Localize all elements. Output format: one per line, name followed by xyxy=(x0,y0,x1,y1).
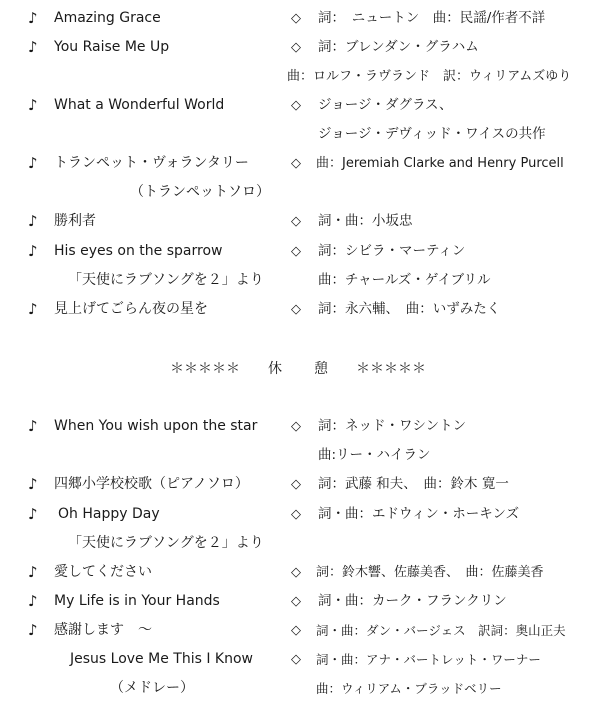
program-item-continued xyxy=(0,441,601,470)
program-item xyxy=(0,587,601,616)
music-note-icon: ♪ xyxy=(28,242,38,260)
song-credit: 曲：チャールズ・ゲイブリル xyxy=(318,272,491,288)
music-note-icon: ♪ xyxy=(28,154,38,172)
diamond-icon: ◇ xyxy=(291,594,301,609)
song-title: 感謝します ～ xyxy=(54,622,152,638)
song-credit: ジョージ・ダグラス、 xyxy=(318,97,453,113)
song-subtitle: Jesus Love Me This I Know xyxy=(70,651,253,667)
diamond-icon: ◇ xyxy=(291,156,301,171)
music-note-icon: ♪ xyxy=(28,212,38,230)
program-item xyxy=(0,33,601,62)
song-credit: 詞・曲：エドウィン・ホーキンズ xyxy=(318,506,520,522)
program-item xyxy=(0,500,601,529)
intermission-word: 憩 xyxy=(314,361,328,377)
music-note-icon: ♪ xyxy=(28,300,38,318)
song-title: 愛してください xyxy=(54,564,152,580)
song-credit: 詞・曲：カーク・フランクリン xyxy=(318,593,507,609)
song-title: Oh Happy Day xyxy=(58,506,160,522)
song-credit: 詞・曲：ダン・バージェス 訳詞：奥山正夫 xyxy=(316,623,566,638)
program-item-continued xyxy=(0,529,601,558)
song-title: Amazing Grace xyxy=(54,10,161,26)
music-note-icon: ♪ xyxy=(28,505,38,523)
song-credit: 詞：シビラ・マーティン xyxy=(318,243,466,259)
diamond-icon: ◇ xyxy=(291,40,301,55)
program-item xyxy=(0,207,601,236)
program-item-continued xyxy=(0,120,601,149)
song-credit: ジョージ・デヴィッド・ワイスの共作 xyxy=(318,126,546,142)
song-credit: 詞：永六輔、 曲：いずみたく xyxy=(318,301,501,317)
program-item-continued xyxy=(0,178,601,207)
diamond-icon: ◇ xyxy=(291,477,301,492)
song-credit: 曲:リー・ハイラン xyxy=(318,447,431,463)
music-note-icon: ♪ xyxy=(28,96,38,114)
diamond-icon: ◇ xyxy=(291,244,301,259)
program-item xyxy=(0,91,601,120)
diamond-icon: ◇ xyxy=(291,623,301,638)
music-note-icon: ♪ xyxy=(28,38,38,56)
program-item xyxy=(0,470,601,499)
program-item-continued xyxy=(0,62,601,91)
music-note-icon: ♪ xyxy=(28,9,38,27)
song-credit: 詞：ブレンダン・グラハム xyxy=(318,39,479,55)
music-note-icon: ♪ xyxy=(28,592,38,610)
intermission-divider xyxy=(0,355,601,384)
diamond-icon: ◇ xyxy=(291,565,301,580)
program-item xyxy=(0,4,601,33)
diamond-icon: ◇ xyxy=(291,214,301,229)
program-item-continued xyxy=(0,645,601,674)
program-item xyxy=(0,149,601,178)
song-credit: 詞・曲：アナ・バートレット・ワーナー xyxy=(316,652,541,667)
song-title: What a Wonderful World xyxy=(54,97,225,113)
program-item xyxy=(0,558,601,587)
song-credit: 詞・曲：小坂忠 xyxy=(318,213,413,229)
song-credit: 詞： ニュートン 曲：民謡/作者不詳 xyxy=(318,10,546,26)
song-title: When You wish upon the star xyxy=(54,418,258,434)
program-item xyxy=(0,237,601,266)
stars-left: ＊＊＊＊＊ xyxy=(170,361,240,377)
music-note-icon: ♪ xyxy=(28,621,38,639)
diamond-icon: ◇ xyxy=(291,652,301,667)
song-title: トランペット・ヴォランタリー xyxy=(54,155,249,171)
stars-right: ＊＊＊＊＊ xyxy=(356,361,426,377)
diamond-icon: ◇ xyxy=(291,419,301,434)
diamond-icon: ◇ xyxy=(291,507,301,522)
diamond-icon: ◇ xyxy=(291,98,301,113)
program-item xyxy=(0,295,601,324)
music-note-icon: ♪ xyxy=(28,563,38,581)
program-item-continued xyxy=(0,674,601,703)
song-credit: 曲：Jeremiah Clarke and Henry Purcell xyxy=(316,156,564,171)
program-item xyxy=(0,616,601,645)
intermission-word: 休 xyxy=(268,361,282,377)
song-title: My Life is in Your Hands xyxy=(54,593,220,609)
song-credit: 詞：武藤 和夫、 曲：鈴木 寛一 xyxy=(318,476,509,492)
song-credit: 詞：ネッド・ワシントン xyxy=(318,418,467,434)
diamond-icon: ◇ xyxy=(291,11,301,26)
program-item-continued xyxy=(0,266,601,295)
song-credit: 詞：鈴木響、佐藤美香、 曲：佐藤美香 xyxy=(316,565,544,580)
music-note-icon: ♪ xyxy=(28,475,38,493)
song-credit: 曲：ウィリアム・ブラッドベリー xyxy=(316,681,502,696)
song-subtitle: 「天使にラブソングを２」より xyxy=(68,535,264,551)
song-title: 見上げてごらん夜の星を xyxy=(54,301,208,317)
song-subtitle: 「天使にラブソングを２」より xyxy=(68,272,264,288)
song-title: 勝利者 xyxy=(54,213,96,229)
song-subtitle: （トランペットソロ） xyxy=(130,184,270,200)
song-credit: 曲：ロルフ・ラヴランド 訳：ウィリアムズゆり xyxy=(287,69,572,84)
song-title: 四郷小学校校歌（ピアノソロ） xyxy=(54,476,249,492)
song-title: You Raise Me Up xyxy=(54,39,170,55)
music-note-icon: ♪ xyxy=(28,417,38,435)
song-title: His eyes on the sparrow xyxy=(54,243,223,259)
song-subtitle: （メドレー） xyxy=(110,680,194,696)
program-item xyxy=(0,412,601,441)
diamond-icon: ◇ xyxy=(291,302,301,317)
